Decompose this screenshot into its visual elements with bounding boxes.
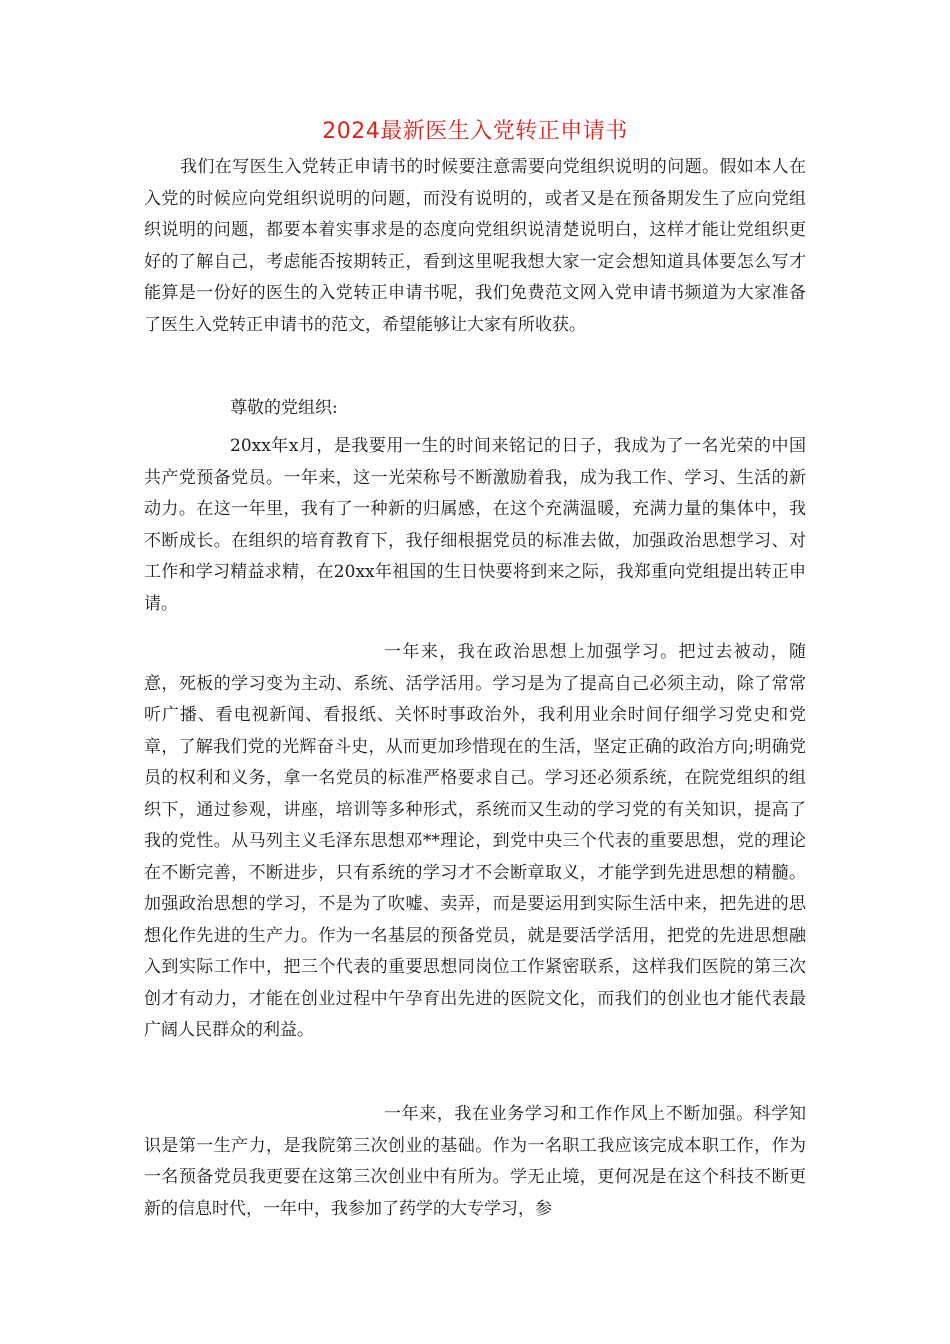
salutation: 尊敬的党组织:: [230, 398, 338, 418]
intro-paragraph: 我们在写医生入党转正申请书的时候要注意需要向党组织说明的问题。假如本人在入党的时候应向党组织说明的问题，而没有说明的，或者又是在预备期发生了应向党组织说明的问题，都要本着实事求是的态度向党组织说清楚说明白，这样才能让党组织更好的了解自己，考虑能否按期转正，看到这里呢我想大家一定会想知道具体要怎么写才能算是一份好的医生的入党转正申请书呢，我们免费范文网入党申请书频道为大家准备了医生入党转正申请书的范文，希望能够让大家有所收获。: [144, 157, 806, 335]
body-paragraph-1: 20xx年x月，是我要用一生的时间来铭记的日子，我成为了一名光荣的中国共产党预备党员。一年来，这一光荣称号不断激励着我，成为我工作、学习、生活的新动力。在这一年里，我有了一种新的归属感，在这个充满温暖，充满力量的集体中，我不断成长。在组织的培育教育下，我仔细根据党员的标准去做，加强政治思想学习、对工作和学习精益求精，在20xx年祖国的生日快要将到来之际，我郑重向党组提出转正申请。: [144, 436, 806, 614]
body-paragraph-3: 一年来，我在业务学习和工作作风上不断加强。科学知识是第一生产力，是我院第三次创业的基础。作为一名职工我应该完成本职工作，作为一名预备党员我更要在这第三次创业中有所为。学无止境，更何况是在这个科技不断更新的信息时代，一年中，我参加了药学的大专学习，参: [144, 1104, 806, 1219]
document-title: 2024最新医生入党转正申请书: [322, 119, 628, 144]
body-paragraph-2: 一年来，我在政治思想上加强学习。把过去被动，随意，死板的学习变为主动、系统、活学活用。学习是为了提高自己必须主动，除了常常听广播、看电视新闻、看报纸、关怀时事政治外，我利用业余时间仔细学习党史和党章，了解我们党的光辉奋斗史，从而更加珍惜现在的生活，坚定正确的政治方向;明确党员的权利和义务，拿一名党员的标准严格要求自己。学习还必须系统，在院党组织的组织下，通过参观，讲座，培训等多种形式，系统而又生动的学习党的有关知识，提高了我的党性。从马列主义毛泽东思想邓**理论，到党中央三个代表的重要思想，党的理论在不断完善，不断进步，只有系统的学习才不会断章取义，才能学到先进思想的精髓。加强政治思想的学习，不是为了吹嘘、卖弄，而是要运用到实际生活中来，把先进的思想化作先进的生产力。作为一名基层的预备党员，就是要活学活用，把党的先进思想融入到实际工作中，把三个代表的重要思想同岗位工作紧密联系，这样我们医院的第三次创才有动力，才能在创业过程中午孕育出先进的医院文化，而我们的创业也才能代表最广阔人民群众的利益。: [144, 642, 806, 1040]
